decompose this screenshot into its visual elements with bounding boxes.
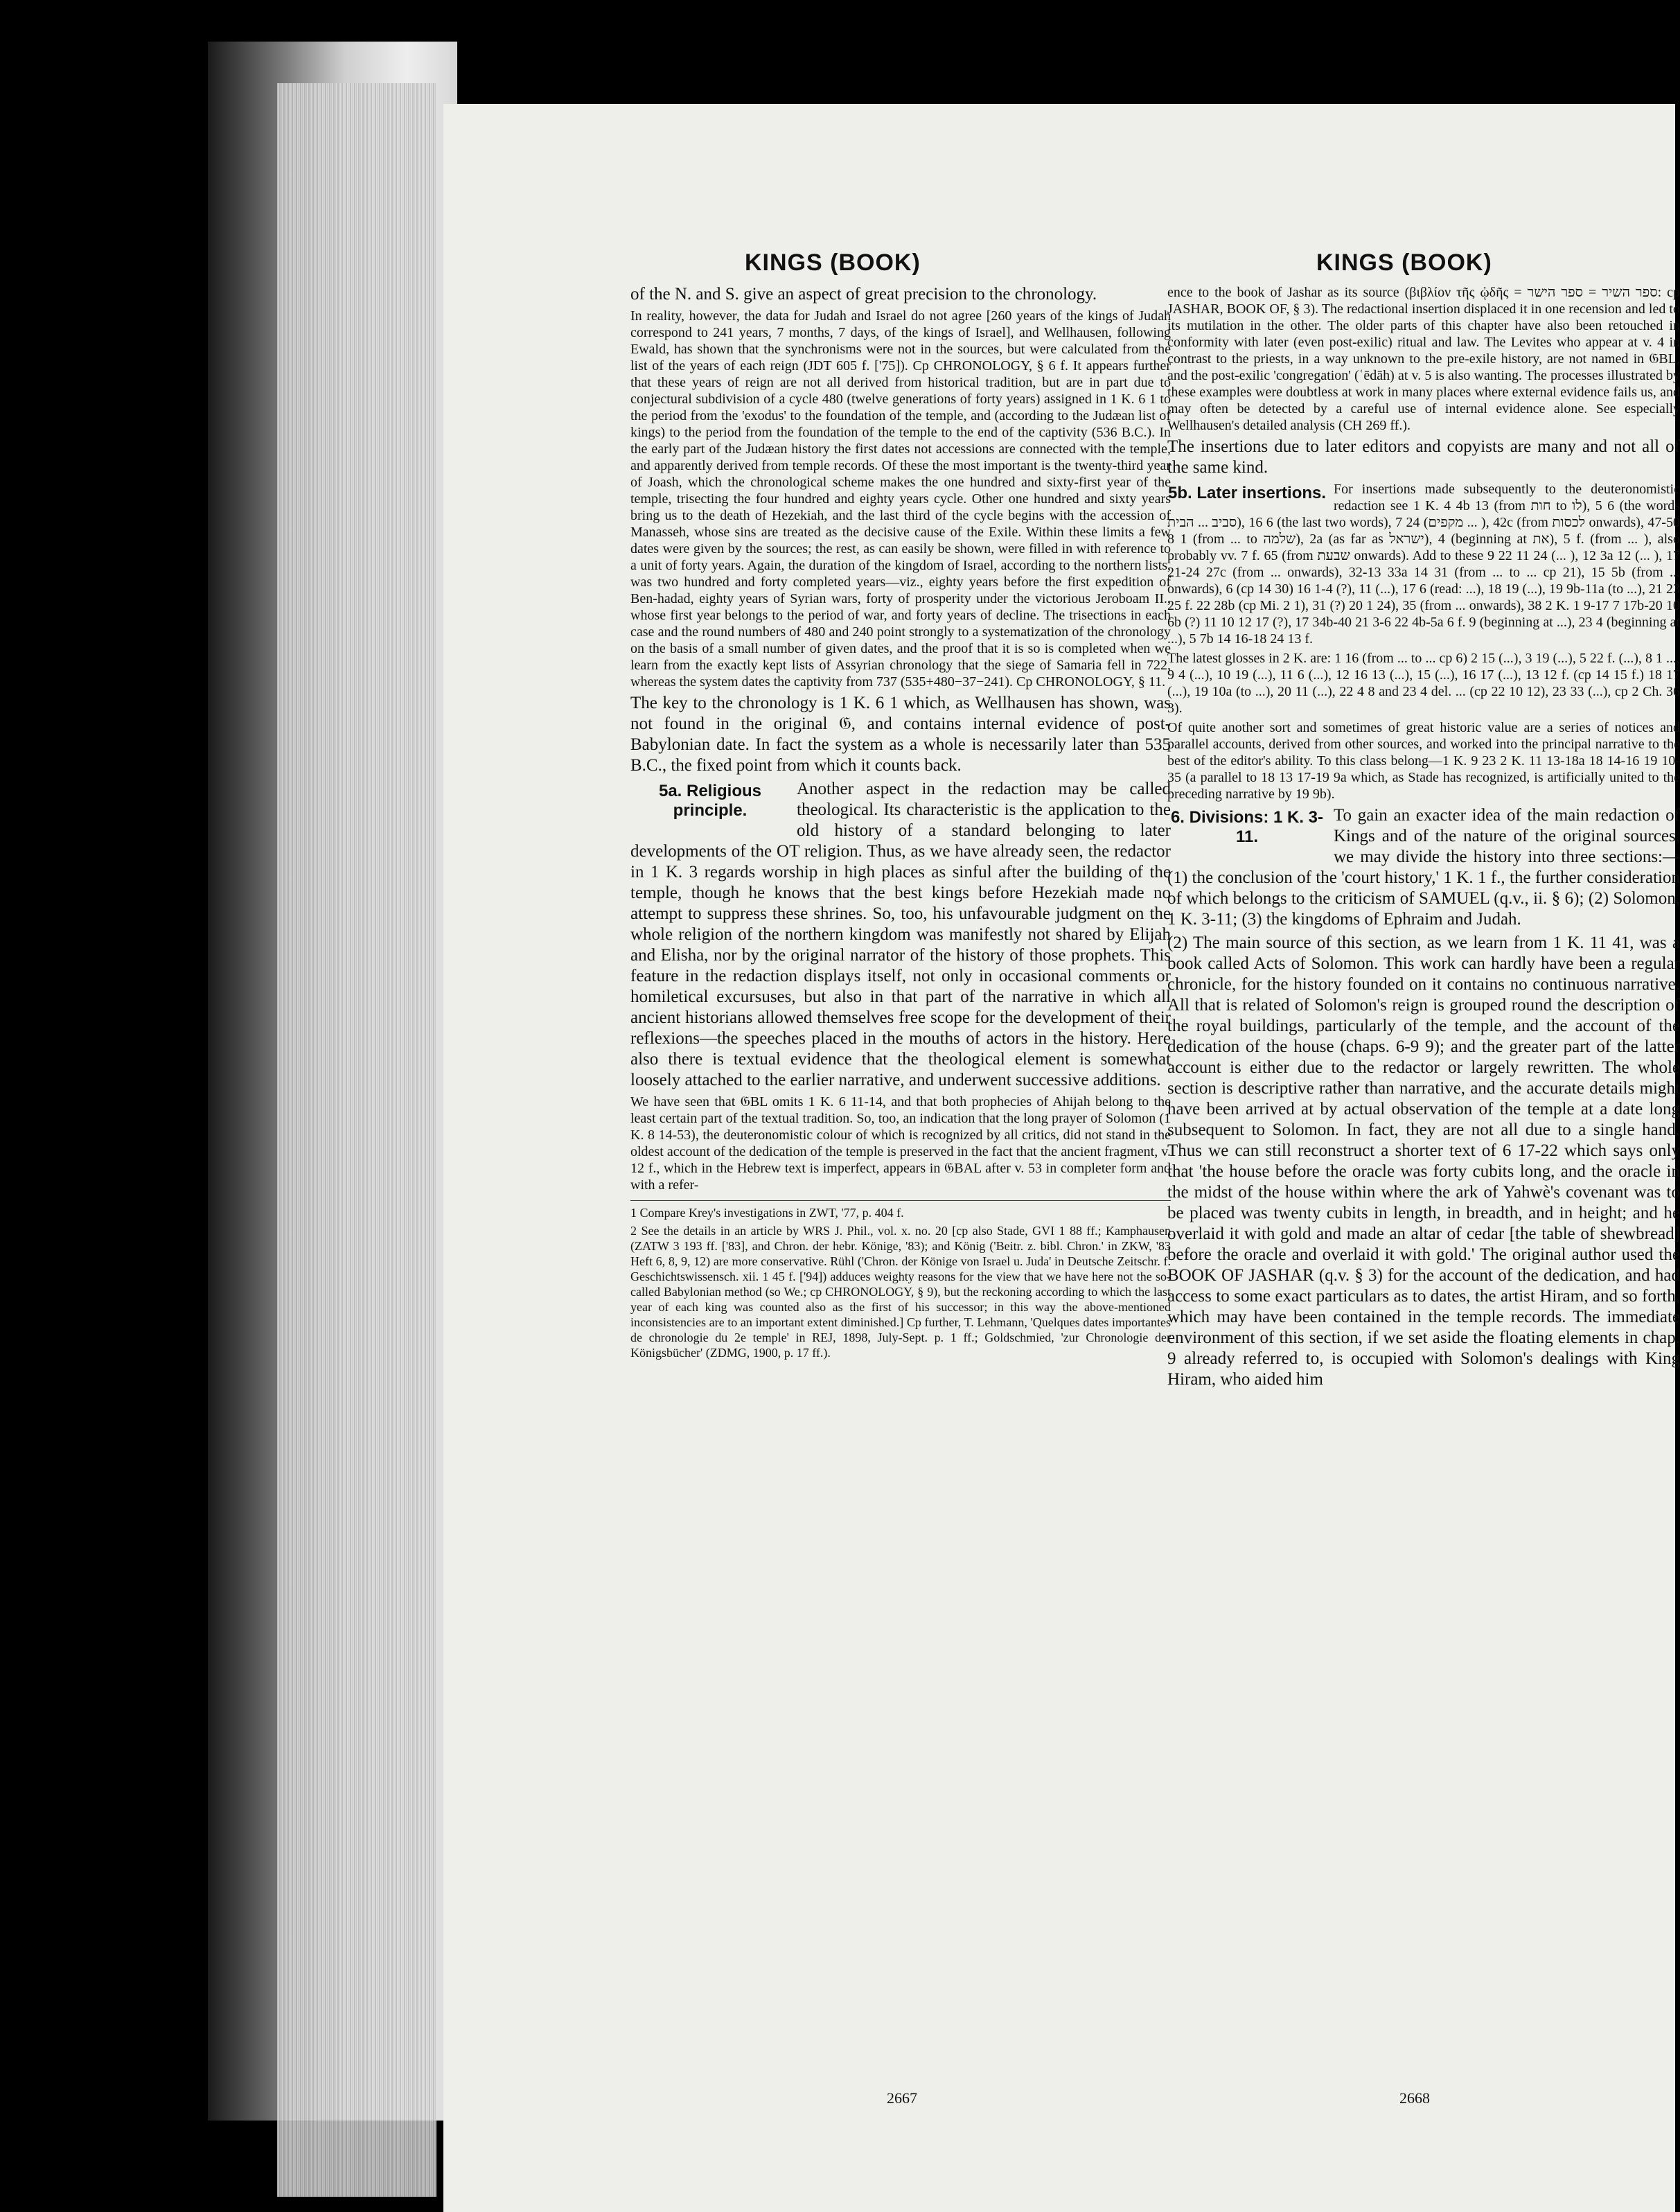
left-paragraph: Another aspect in the redaction may be called theological. Its characteristic is the application to the old history of a standard belonging to later developments of the OT religion. Thus, as we have already seen, the redactor in 1 K. 3 regards worship in high places as sinful after the building of the temple, though he knows that the best kings before Hezekiah made no attempt to suppress these shrines. So, too, his unfavourable judgment on the whole religion of the northern kingdom was manifestly not shared by Elijah and Elisha, nor by the original narrator of the history of those prophets. This feature in the redaction displays itself, not only in occasional comments or homiletical excursuses, but also in that part of the narrative in which all ancient historians allowed themselves free scope for the development of their reflexions—the speeches placed in the mouths of actors in the history. Here also there is textual evidence that the theological element is somewhat loosely attached to the earlier narrative, and underwent successive additions. <box>630 780 1171 1089</box>
sidenote-divisions: 6. Divisions: 1 K. 3-11. <box>1170 808 1324 846</box>
open-page <box>443 104 1680 2212</box>
right-paragraph: The latest glosses in 2 K. are: 1 16 (from ... to ... cp 6) 2 15 (...), 3 19 (...), 5 22 f. (...), 8 1 ..., 9 4 (...), 10 19 (...), 11 6 (...), 12 16 13 (...), 15 (...), 16 17 (...), 13 12 f. (cp 14 15 f.) 18 17 (...), 19 10a (to ...), 20 11 (...), 22 4 8 and 23 4 del. ... (cp 22 10 12), 23 33 (...), cp 2 Ch. 36 3). <box>1167 651 1680 716</box>
left-paragraph: The key to the chronology is 1 K. 6 1 which, as Wellhausen has shown, was not found in the original 𝔊, and contains internal evidence of post-Babylonian date. In fact the system as a whole is necessarily later than 535 B.C., the fixed point from which it counts back. <box>630 694 1171 775</box>
left-running-header: KINGS (BOOK) <box>745 249 921 276</box>
left-paragraph: We have seen that 𝔊BL omits 1 K. 6 11-14, and that both prophecies of Ahijah belong to the least certain part of the textual tradition. So, too, an indication that the long prayer of Solomon (1 K. 8 14-53), the deuteronomistic colour of which is recognized by all critics, did not stand in the oldest account of the dedication of the temple is preserved in the fact that the ancient fragment, v. 12 f., which in the Hebrew text is imperfect, appears in 𝔊BAL after v. 53 in completer form and with a refer- <box>630 1094 1171 1193</box>
right-page-number: 2668 <box>1399 2089 1430 2107</box>
right-running-header: KINGS (BOOK) <box>1316 249 1492 276</box>
right-paragraph: The insertions due to later editors and copyists are many and not all of the same kind. <box>1167 437 1680 477</box>
footnotes <box>630 1200 1171 1360</box>
footnote: 2 See the details in an article by WRS J. Phil., vol. x. no. 20 [cp also Stade, GVI 1 88 ff.; Kamphausen (ZATW 3 193 ff. ['83], and Chron. der hebr. Könige, '83); and König ('Beitr. z. bibl. Chron.' in ZKW, '83 Heft 6, 8, 9, 12) are more conservative. Rühl ('Chron. der Könige von Israel u. Juda' in Deutsche Zeitschr. f. Geschichtswissensch. xii. 1 45 f. ['94]) adduces weighty reasons for the view that we have here not the so-called Babylonian method (so We.; cp CHRONOLOGY, § 9), but the reckoning according to which the last year of each king was counted also as the first of his successor; in this way the above-mentioned inconsistencies are to an important extent diminished.] Cp further, T. Lehmann, 'Quelques dates importantes de chronologie du 2e temple' in REJ, 1898, July-Sept. p. 1 ff.; Goldschmied, 'zur Chronologie der Königsbücher' (ZDMG, 1900, p. 17 ff.). <box>630 1224 1171 1360</box>
sidenote-religious-principle: 5a. Religious principle. <box>658 782 762 820</box>
page-edges <box>277 83 436 2197</box>
right-paragraph: (2) The main source of this section, as we learn from 1 K. 11 41, was a book called Acts of Solomon. This work can hardly have been a regular chronicle, for the history founded on it contains no continuous narrative. All that is related of Solomon's reign is grouped round the description of the royal buildings, particularly of the temple, and the account of the dedication of the house (chaps. 6-9 9); and the greater part of the latter account is either due to the redactor or largely rewritten. The whole section is descriptive rather than narrative, and the accurate details might have been arrived at by actual observation of the temple at a date long subsequent to Solomon. In fact, they are not all due to a single hand. Thus we can still reconstruct a shorter text of 6 17-22 which says only that 'the house before the oracle was forty cubits long, and the oracle in the midst of the house within where the ark of Yahwè's covenant was to be placed was twenty cubits in length, in breadth, and in height; and he overlaid it with gold and made an altar of cedar [the table of shewbread] before the oracle and overlaid it with gold.' The original author used the BOOK OF JASHAR (q.v. § 3) for the account of the dedication, and had access to some exact particulars as to dates, the artist Hiram, and so forth, which may have been contained in the temple records. The immediate environment of this section, if we set aside the floating elements in chap. 9 already referred to, is occupied with Solomon's dealings with King Hiram, who aided him <box>1167 933 1680 1389</box>
sidenote-later-insertions: 5b. Later insertions. <box>1167 484 1327 502</box>
left-page-number: 2667 <box>887 2089 917 2107</box>
left-column <box>630 284 1171 1363</box>
right-paragraph: ence to the book of Jashar as its source (βιβλίον τῆς ᾠδῆς = ספר השיר = ספר הישר: cp JASHAR, BOOK OF, § 3). The redactional insertion displaced it in one recension and led to its mutilation in the other. The older parts of this chapter have also been retouched in conformity with later (even post-exilic) ritual and law. The Levites who appear at v. 4 in contrast to the priests, in a way unknown to the pre-exile history, are not named in 𝔊BL, and the post-exilic 'congregation' (ʿēdāh) at v. 5 is also wanting. The processes illustrated by these examples were doubtless at work in many places where external evidence fails us, and may often be detected by a careful use of internal evidence alone. See especially Wellhausen's detailed analysis (CH 269 ff.). <box>1167 285 1680 433</box>
right-paragraph: Of quite another sort and sometimes of great historic value are a series of notices and parallel accounts, derived from other sources, and worked into the principal narrative to the best of the editor's ability. To this class belong—1 K. 9 23 2 K. 11 13-18a 18 14-16 19 10-35 (a parallel to 18 13 17-19 9a which, as Stade has recognized, is artificially united to the preceding narrative by 19 9b). <box>1167 720 1680 802</box>
right-paragraph: For insertions made subsequently to the deuteronomistic redaction see 1 K. 4 4b 13 (from חות to לו), 6 5 (the words סביב ... הבית), 6 16 (the last two words), 7 24 (מקפים ... ), 42c (from לכסות onwards), 47-50 8 1 (from ... to שלמה), 2a (as far as ישראל), 4 (beginning at את), 5 f. (from ... ), also probably vv. 7 f. 65 (from שבעת onwards). Add to these 9 22 11 24 (... ), 12 3a 12 (... ), 17 21-24 27c (from ... onwards), 32-13 33a 14 31 (from ... to ... cp 21), 15 5b (from ... onwards), 6 (cp 14 30) 16 1-4 (?), 11 (...), 17 6 (read: ...), 18 19 (...), 19 9b-11a (to ...), 21 23 25 f. 22 28b (cp Mi. 2 1), 31 (?) 20 1 24), 35 (from ... onwards), 38 2 K. 1 9-17 7 17b-20 10 6b (?) 11 10 12 17 (?), 17 34b-40 21 3-6 22 4b-5a 6 f. 9 (beginning at ...), 23 4 (beginning at ...), 5 7b 14 16-18 24 13 f. <box>1167 482 1680 647</box>
left-paragraph: of the N. and S. give an aspect of great precision to the chronology. <box>630 285 1097 304</box>
right-column <box>1167 284 1680 1393</box>
footnote: 1 Compare Krey's investigations in ZWT, '77, p. 404 f. <box>630 1206 904 1220</box>
left-paragraph: In reality, however, the data for Judah and Israel do not agree [260 years of the kings of Judah correspond to 241 years, 7 months, 7 days, of the kings of Israel], and Wellhausen, following Ewald, has shown that the synchronisms were not in the sources, but were calculated from the list of the years of each reign (JDT 605 f. ['75]). Cp CHRONOLOGY, § 6 f. It appears further that these years of reign are not all derived from historical tradition, but are in part due to conjectural subdivision of a cycle 480 (twelve generations of forty years) assigned in 1 K. 6 1 to the period from the 'exodus' to the foundation of the temple, and (according to the Judæan list of kings) to the period from the foundation of the temple to the end of the captivity (536 B.C.). In the early part of the Judæan history the first dates not accessions are connected with the temple, and apparently derived from temple records. Of these the most important is the twenty-third year of Joash, which the chronological scheme makes the one hundred and sixty-first year of the temple, trisecting the four hundred and eighty years cycle. Other one hundred and sixty years bring us to the death of Hezekiah, and the last third of the cycle begins with the accession of Manasseh, whose sins are treated as the decisive cause of the Exile. Within these limits a few dates were given by the sources; the rest, as can easily be shown, were filled in with reference to a unit of forty years. Again, the duration of the kingdom of Israel, according to the northern lists, was two hundred and forty completed years—viz., eighty years before the first expedition of Ben-hadad, eighty years of Syrian wars, forty of prosperity under the victorious Jeroboam II., whose first year belongs to the period of war, and forty years of decline. The trisections in each case and the round numbers of 480 and 240 point strongly to a systematization of the chronology on the basis of a small number of given dates, and the proof that it is so is completed when we learn from the exactly kept lists of Assyrian chronology that the siege of Samaria fell in 722, whereas the system dates the captivity from 737 (535+480−37−241). Cp CHRONOLOGY, § 11. <box>630 308 1171 690</box>
right-paragraph: To gain an exacter idea of the main redaction of Kings and of the nature of the original sources, we may divide the history into three sections:—(1) the conclusion of the 'court history,' 1 K. 1 f., the further consideration of which belongs to the criticism of SAMUEL (q.v., ii. § 6); (2) Solomon, 1 K. 3-11; (3) the kingdoms of Ephraim and Judah. <box>1167 806 1680 929</box>
